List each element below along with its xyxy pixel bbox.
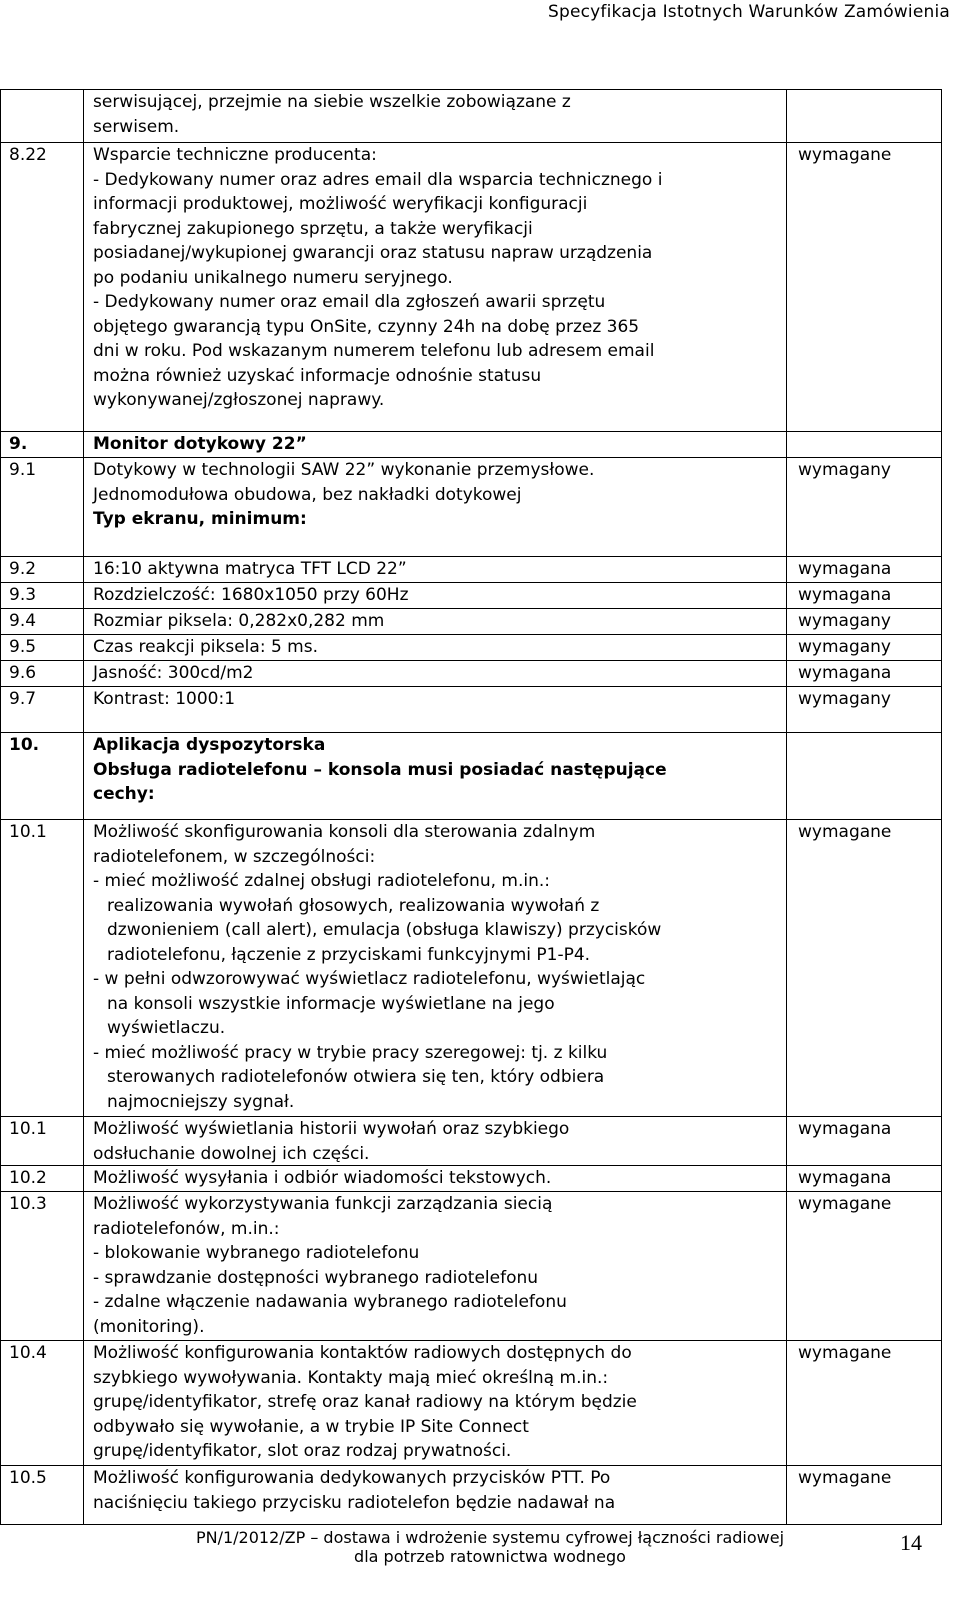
row-number: 10.2 (9, 1168, 47, 1188)
description-subheading: Typ ekranu, minimum: (93, 509, 307, 529)
description-line: najmocniejszy sygnał. (107, 1091, 295, 1112)
document-footer (140, 1528, 840, 1566)
description-line: fabrycznej zakupionego sprzętu, a także weryfikacji (93, 218, 533, 239)
row-description (93, 90, 773, 139)
column-divider (83, 557, 84, 582)
description-line: Możliwość wysyłania i odbiór wiadomości tekstowych. (93, 1168, 552, 1188)
table-row (1, 609, 941, 635)
row-description (93, 733, 773, 807)
description-line: - Dedykowany numer oraz email dla zgłoszeń awarii sprzętu (93, 292, 606, 312)
table-row (1, 557, 941, 583)
column-divider (83, 733, 84, 819)
description-line: Czas reakcji piksela: 5 ms. (93, 637, 318, 657)
table-row (1, 635, 941, 661)
requirement-status: wymagane (798, 145, 892, 165)
table-row (1, 687, 941, 733)
column-divider (83, 661, 84, 686)
description-line: radiotelefonem, w szczególności: (93, 846, 376, 867)
description-line: dzwonieniem (call alert), emulacja (obsługa klawiszy) przycisków (107, 920, 662, 940)
row-number: 9. (9, 434, 28, 454)
column-divider (786, 1341, 787, 1465)
column-divider (83, 687, 84, 732)
table-row (1, 583, 941, 609)
specification-table (0, 89, 942, 1525)
row-description (93, 820, 773, 1114)
column-divider (83, 1117, 84, 1165)
description-line: Rozmiar piksela: 0,282x0,282 mm (93, 611, 385, 631)
column-divider (83, 143, 84, 431)
description-line: Dotykowy w technologii SAW 22” wykonanie przemysłowe. (93, 460, 595, 480)
column-divider (786, 583, 787, 608)
row-number: 9.2 (9, 559, 37, 579)
row-description (93, 1166, 773, 1191)
requirement-status: wymagana (798, 1119, 892, 1139)
column-divider (83, 1466, 84, 1524)
column-divider (786, 609, 787, 634)
row-number: 10.1 (9, 822, 47, 842)
column-divider (786, 143, 787, 431)
column-divider (83, 458, 84, 556)
column-divider (83, 609, 84, 634)
description-line: Możliwość wyświetlania historii wywołań oraz szybkiego (93, 1119, 570, 1139)
column-divider (83, 1341, 84, 1465)
table-row (1, 1117, 941, 1166)
requirement-status: wymagany (798, 637, 891, 657)
column-divider (786, 458, 787, 556)
description-line: objętego gwarancją typu OnSite, czynny 24h na dobę przez 365 (93, 316, 640, 337)
description-line: grupę/identyfikator, slot oraz rodzaj prywatności. (93, 1441, 512, 1461)
table-row (1, 143, 941, 432)
table-row (1, 90, 941, 143)
description-line: naciśnięciu takiego przycisku radiotelefon będzie nadawał na (93, 1492, 616, 1513)
description-line: - sprawdzanie dostępności wybranego radiotelefonu (93, 1267, 539, 1288)
column-divider (786, 661, 787, 686)
row-number: 10.3 (9, 1194, 47, 1214)
table-row (1, 661, 941, 687)
description-line: - mieć możliwość zdalnej obsługi radiotelefonu, m.in.: (93, 871, 551, 891)
requirement-status: wymagane (798, 822, 892, 842)
table-row (1, 820, 941, 1117)
row-description (93, 661, 773, 686)
description-line: dni w roku. Pod wskazanym numerem telefonu lub adresem email (93, 341, 655, 361)
row-description (93, 458, 773, 532)
description-line: sterowanych radiotelefonów otwiera się ten, który odbiera (107, 1067, 605, 1087)
column-divider (786, 90, 787, 142)
description-line: wyświetlaczu. (107, 1018, 226, 1038)
column-divider (786, 432, 787, 457)
footer-line-1: PN/1/2012/ZP – dostawa i wdrożenie systemu cyfrowej łączności radiowej (195, 1528, 785, 1547)
column-divider (786, 820, 787, 1116)
requirement-status: wymagane (798, 1194, 892, 1214)
description-line: Monitor dotykowy 22” (93, 434, 307, 454)
column-divider (83, 432, 84, 457)
column-divider (786, 557, 787, 582)
description-line: - mieć możliwość pracy w trybie pracy szeregowej: tj. z kilku (93, 1042, 608, 1063)
document-header: Specyfikacja Istotnych Warunków Zamówienia (547, 2, 950, 22)
description-line: - zdalne włączenie nadawania wybranego radiotelefonu (93, 1292, 567, 1312)
description-line: serwisem. (93, 116, 180, 137)
row-description (93, 1117, 773, 1166)
description-line: radiotelefonów, m.in.: (93, 1218, 280, 1239)
table-row (1, 1341, 941, 1466)
description-line: Jasność: 300cd/m2 (93, 663, 254, 683)
table-row (1, 1192, 941, 1341)
description-line: realizowania wywołań głosowych, realizowania wywołań z (107, 895, 600, 916)
page-number: 14 (900, 1530, 922, 1555)
description-line: można również uzyskać informacje odnośnie statusu (93, 365, 542, 386)
column-divider (786, 733, 787, 819)
row-number: 9.1 (9, 460, 37, 480)
column-divider (83, 1192, 84, 1340)
row-description (93, 583, 773, 608)
description-line: Obsługa radiotelefonu – konsola musi posiadać następujące (93, 759, 667, 780)
description-line: posiadanej/wykupionej gwarancji oraz statusu napraw urządzenia (93, 243, 653, 263)
row-number: 10.4 (9, 1343, 47, 1363)
description-line: na konsoli wszystkie informacje wyświetlane na jego (107, 993, 555, 1014)
column-divider (786, 635, 787, 660)
table-row (1, 432, 941, 458)
column-divider (786, 1192, 787, 1340)
description-line: wykonywanej/zgłoszonej naprawy. (93, 390, 385, 410)
description-line: grupę/identyfikator, strefę oraz kanał radiowy na którym będzie (93, 1392, 637, 1412)
description-line: (monitoring). (93, 1316, 205, 1337)
description-line: Aplikacja dyspozytorska (93, 735, 326, 755)
column-divider (786, 1466, 787, 1524)
description-line: Możliwość konfigurowania dedykowanych przycisków PTT. Po (93, 1468, 611, 1488)
row-description (93, 143, 773, 413)
column-divider (83, 90, 84, 142)
requirement-status: wymagana (798, 585, 892, 605)
requirement-status: wymagany (798, 460, 891, 480)
description-line: radiotelefonu, łączenie z przyciskami funkcyjnymi P1-P4. (107, 944, 591, 965)
column-divider (83, 635, 84, 660)
column-divider (83, 1166, 84, 1191)
row-description (93, 432, 773, 457)
description-line: Możliwość skonfigurowania konsoli dla sterowania zdalnym (93, 822, 596, 842)
description-line: Jednomodułowa obudowa, bez nakładki dotykowej (93, 484, 522, 505)
row-number: 9.5 (9, 637, 37, 657)
requirement-status: wymagana (798, 1168, 892, 1188)
requirement-status: wymagany (798, 611, 891, 631)
footer-line-2: dla potrzeb ratownictwa wodnego (354, 1547, 626, 1566)
description-line: serwisującej, przejmie na siebie wszelkie zobowiązane z (93, 92, 571, 112)
description-line: Kontrast: 1000:1 (93, 689, 236, 709)
row-number: 10. (9, 735, 40, 755)
row-description (93, 609, 773, 634)
description-line: informacji produktowej, możliwość weryfikacji konfiguracji (93, 194, 588, 214)
requirement-status: wymagane (798, 1468, 892, 1488)
description-line: szybkiego wywoływania. Kontakty mają mieć określną m.in.: (93, 1367, 609, 1388)
requirement-status: wymagany (798, 689, 891, 709)
table-row (1, 458, 941, 557)
description-line: Rozdzielczość: 1680x1050 przy 60Hz (93, 585, 409, 605)
table-row (1, 1466, 941, 1524)
requirement-status: wymagana (798, 663, 892, 683)
requirement-status: wymagane (798, 1343, 892, 1363)
table-row (1, 1166, 941, 1192)
row-description (93, 1341, 773, 1464)
description-line: cechy: (93, 784, 155, 804)
row-number: 9.3 (9, 585, 37, 605)
column-divider (83, 820, 84, 1116)
column-divider (786, 1117, 787, 1165)
description-line: Możliwość wykorzystywania funkcji zarządzania siecią (93, 1194, 553, 1214)
requirement-status: wymagana (798, 559, 892, 579)
row-description (93, 687, 773, 712)
row-description (93, 635, 773, 660)
row-number: 9.7 (9, 689, 37, 709)
table-row (1, 733, 941, 820)
column-divider (786, 687, 787, 732)
description-line: Wsparcie techniczne producenta: (93, 145, 377, 165)
row-number: 9.6 (9, 663, 37, 683)
row-number: 8.22 (9, 145, 47, 165)
description-line: - Dedykowany numer oraz adres email dla wsparcia technicznego i (93, 169, 663, 190)
row-number: 10.1 (9, 1119, 47, 1139)
row-description (93, 1192, 773, 1339)
description-line: 16:10 aktywna matryca TFT LCD 22” (93, 559, 407, 579)
row-description (93, 1466, 773, 1515)
description-line: po podaniu unikalnego numeru seryjnego. (93, 267, 453, 288)
row-number: 10.5 (9, 1468, 47, 1488)
description-line: Możliwość konfigurowania kontaktów radiowych dostępnych do (93, 1343, 632, 1363)
column-divider (83, 583, 84, 608)
row-description (93, 557, 773, 582)
description-line: odsłuchanie dowolnej ich części. (93, 1143, 370, 1164)
row-number: 9.4 (9, 611, 37, 631)
description-line: - w pełni odwzorowywać wyświetlacz radiotelefonu, wyświetlając (93, 969, 646, 989)
description-line: - blokowanie wybranego radiotelefonu (93, 1243, 420, 1263)
description-line: odbywało się wywołanie, a w trybie IP Site Connect (93, 1416, 529, 1437)
column-divider (786, 1166, 787, 1191)
